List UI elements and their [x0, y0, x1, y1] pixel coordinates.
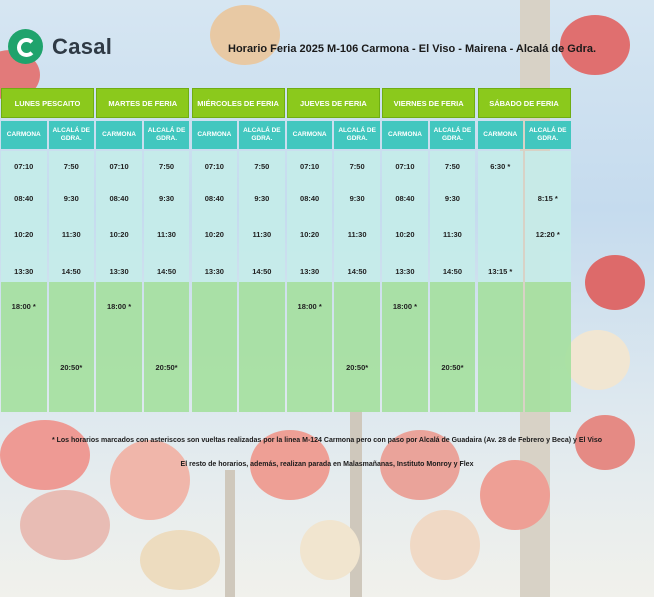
column-header-alcala: ALCALÁ DE GDRA.	[525, 121, 571, 149]
column-header-carmona: CARMONA	[478, 121, 524, 149]
day-header: LUNES PESCAITO	[1, 88, 94, 118]
departure-time: 08:40	[109, 194, 129, 203]
departure-time: 18:00 *	[106, 302, 132, 311]
column-header-alcala: ALCALÁ DE GDRA.	[144, 121, 190, 149]
column-header-carmona: CARMONA	[382, 121, 428, 149]
casal-logo	[8, 29, 112, 64]
column-header-carmona: CARMONA	[1, 121, 47, 149]
departure-time: 20:50*	[441, 363, 464, 372]
departure-time: 9:30	[254, 194, 270, 203]
departure-time: 07:10	[395, 162, 415, 171]
departure-time: 14:50	[61, 267, 81, 276]
departure-time: 7:50	[444, 162, 460, 171]
departure-time: 20:50*	[60, 363, 83, 372]
departure-time: 14:50	[252, 267, 272, 276]
departure-time: 9:30	[444, 194, 460, 203]
departure-time: 20:50*	[155, 363, 178, 372]
departure-time: 13:30	[109, 267, 129, 276]
cell-evening	[239, 282, 285, 412]
departure-time: 14:50	[442, 267, 463, 276]
day-header: SÁBADO DE FERIA	[478, 88, 571, 118]
column-header-alcala: ALCALÁ DE GDRA.	[334, 121, 380, 149]
departure-time: 07:10	[109, 162, 129, 171]
page-title: Horario Feria 2025 M-106 Carmona - El Viso - Mairena - Alcalá de Gdra.	[228, 43, 597, 55]
day-header: MARTES DE FERIA	[96, 88, 189, 118]
departure-time: 9:30	[159, 194, 175, 203]
departure-time: 14:50	[156, 267, 177, 276]
departure-time: 20:50*	[346, 363, 369, 372]
departure-time: 13:30	[300, 267, 320, 276]
cell-evening	[144, 282, 190, 412]
departure-time: 10:20	[300, 230, 320, 239]
departure-time: 9:30	[349, 194, 365, 203]
departure-time: 7:50	[349, 162, 365, 171]
departure-time: 18:00 *	[392, 302, 418, 311]
departure-time: 08:40	[300, 194, 320, 203]
departure-time: 8:15 *	[537, 194, 558, 203]
departure-time: 6:30 *	[490, 162, 511, 171]
cell-evening	[334, 282, 380, 412]
departure-time: 13:30	[204, 267, 224, 276]
departure-time: 18:00 *	[11, 302, 36, 311]
departure-time: 08:40	[14, 194, 34, 203]
brand-name: Casal	[52, 33, 113, 59]
column-header-carmona: CARMONA	[287, 121, 333, 149]
departure-time: 14:50	[347, 267, 367, 276]
footnote-stops: El resto de horarios, además, realizan parada en Malasmañanas, Instituto Monroy y Flex	[180, 461, 474, 468]
departure-time: 7:50	[63, 162, 79, 171]
column-header-carmona: CARMONA	[96, 121, 142, 149]
column-header-carmona: CARMONA	[192, 121, 238, 149]
casal-logo-icon	[8, 29, 43, 64]
departure-time: 11:30	[252, 230, 272, 239]
departure-time: 11:30	[347, 230, 367, 239]
cell-evening	[525, 282, 571, 412]
departure-time: 9:30	[63, 194, 79, 203]
cell-evening	[430, 282, 476, 412]
departure-time: 07:10	[204, 162, 224, 171]
column-header-alcala: ALCALÁ DE GDRA.	[430, 121, 476, 149]
departure-time: 08:40	[204, 194, 224, 203]
departure-time: 10:20	[109, 230, 129, 239]
departure-time: 7:50	[254, 162, 270, 171]
departure-time: 12:20 *	[535, 230, 560, 239]
day-header: JUEVES DE FERIA	[287, 88, 380, 118]
departure-time: 10:20	[204, 230, 224, 239]
cell-evening	[49, 282, 95, 412]
departure-time: 13:15 *	[488, 267, 513, 276]
departure-time: 13:30	[14, 267, 34, 276]
cell-evening	[192, 282, 238, 412]
departure-time: 07:10	[300, 162, 320, 171]
departure-time: 11:30	[157, 230, 176, 239]
day-header: VIERNES DE FERIA	[382, 88, 475, 118]
footnote-asterisk: * Los horarios marcados con asteriscos son vueltas realizadas por la linea M-124 Carmona pero con paso por Alcalá de Guadaira (Av. 28 de Febrero y Beca) y El Viso	[51, 437, 603, 444]
departure-time: 18:00 *	[297, 302, 322, 311]
departure-time: 11:30	[443, 230, 462, 239]
departure-time: 13:30	[395, 267, 415, 276]
day-header: MIÉRCOLES DE FERIA	[192, 88, 285, 118]
departure-time: 7:50	[159, 162, 175, 171]
departure-time: 08:40	[395, 194, 415, 203]
column-header-alcala: ALCALÁ DE GDRA.	[49, 121, 95, 149]
cell-morning	[525, 151, 571, 282]
column-header-alcala: ALCALÁ DE GDRA.	[239, 121, 285, 149]
departure-time: 07:10	[14, 162, 34, 171]
departure-time: 10:20	[395, 230, 415, 239]
cell-evening	[478, 282, 524, 412]
departure-time: 11:30	[61, 230, 81, 239]
departure-time: 10:20	[14, 230, 34, 239]
